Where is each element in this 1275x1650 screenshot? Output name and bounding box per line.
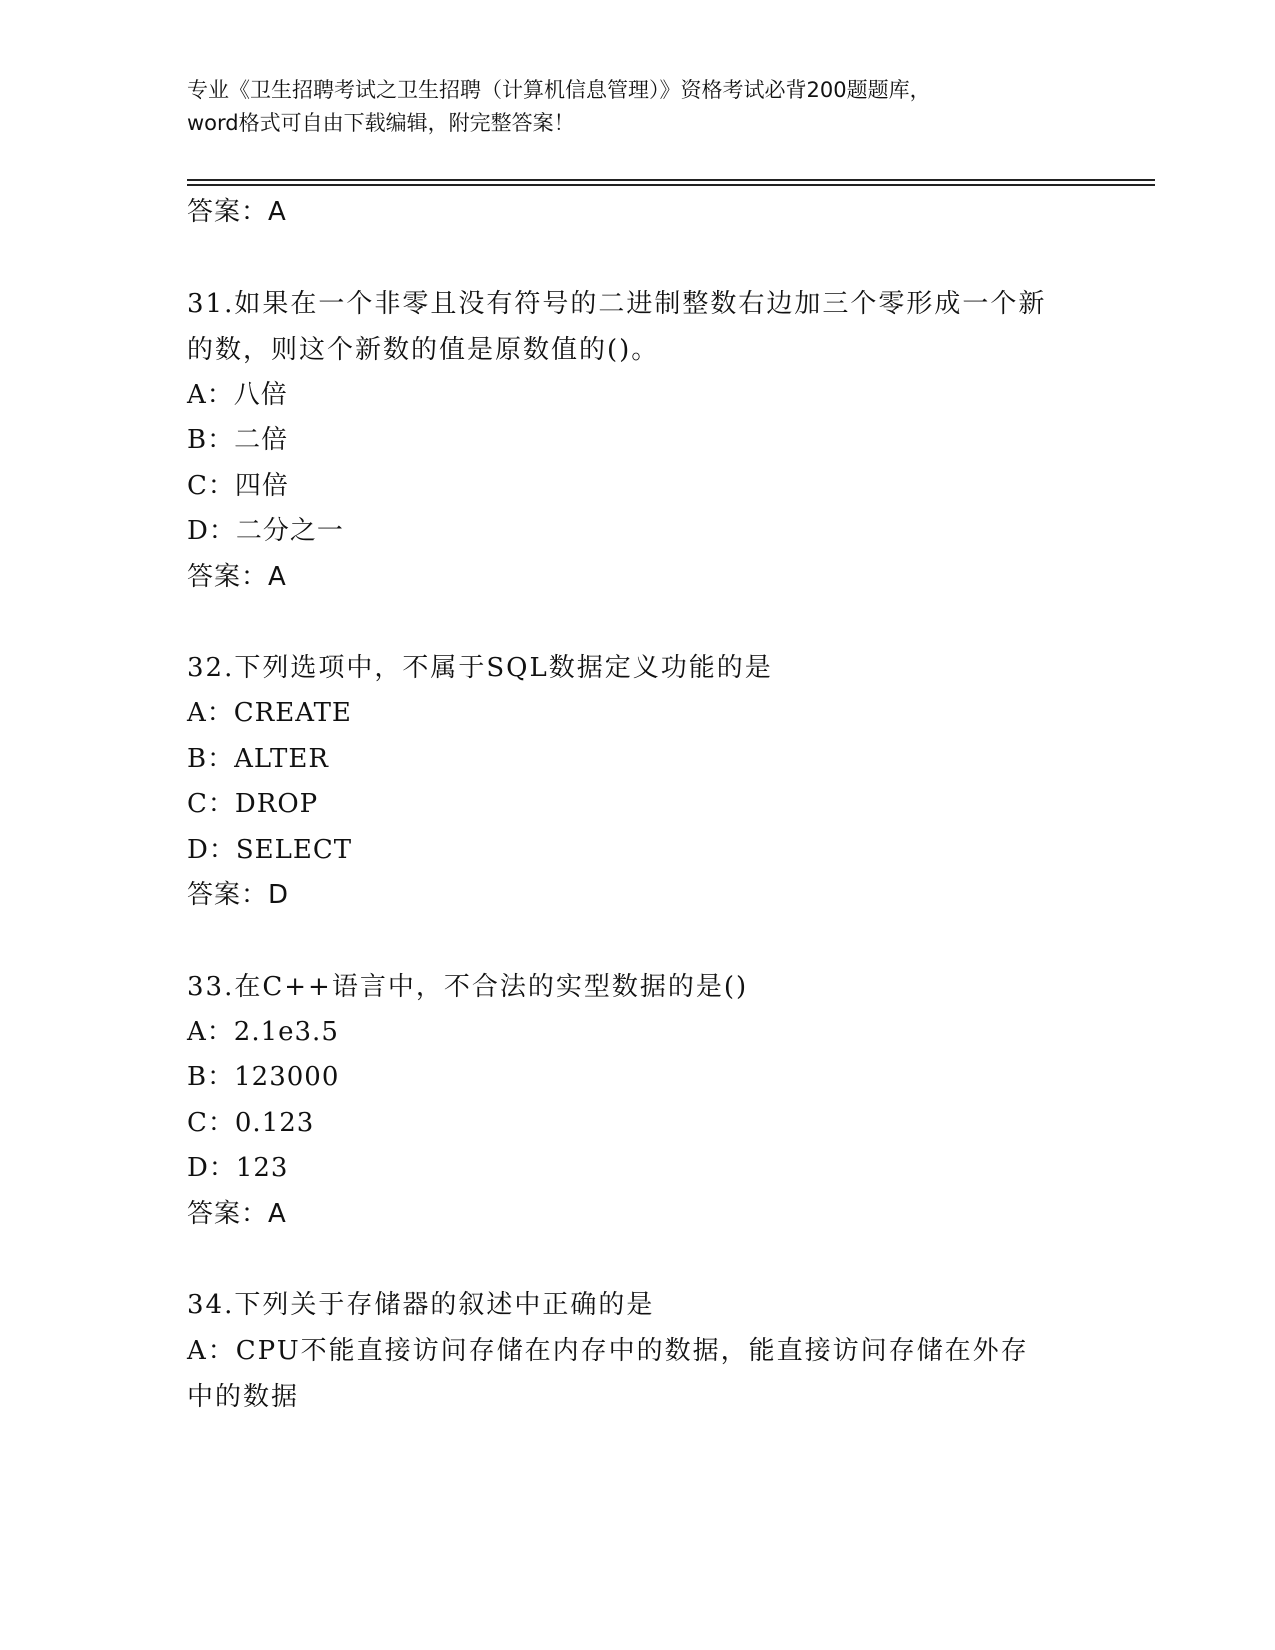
option-c: C：DROP <box>187 789 319 819</box>
question-33 <box>187 964 1087 1238</box>
header-divider-bottom <box>187 184 1155 186</box>
option-a: A：八倍 <box>187 379 288 410</box>
option-a: A：2.1e3.5 <box>187 1016 339 1047</box>
question-34 <box>187 1282 1087 1420</box>
option-c: C：四倍 <box>187 470 289 501</box>
header-line-2: word格式可自由下载编辑，附完整答案！ <box>187 111 575 135</box>
option-a: A：CPU不能直接访问存储在内存中的数据，能直接访问存储在外存中的数据 <box>187 1336 1029 1412</box>
previous-answer: 答案：A <box>187 197 287 227</box>
answer: 答案：D <box>187 880 290 910</box>
question-text: 32.下列选项中，不属于SQL数据定义功能的是 <box>187 653 773 683</box>
question-31 <box>187 281 1087 601</box>
option-a: A：CREATE <box>187 698 352 728</box>
option-d: D：123 <box>187 1153 289 1183</box>
header-line-1: 专业《卫生招聘考试之卫生招聘（计算机信息管理）》资格考试必背200题题库， <box>187 78 931 102</box>
option-b: B：二倍 <box>187 425 289 455</box>
question-list <box>187 190 1087 1420</box>
option-d: D：SELECT <box>187 834 353 865</box>
answer: 答案：A <box>187 1198 287 1229</box>
header-divider-top <box>187 179 1155 181</box>
question-text: 31.如果在一个非零且没有符号的二进制整数右边加三个零形成一个新的数，则这个新数的值是原数值的()。 <box>187 288 1047 365</box>
answer: 答案：A <box>187 561 287 592</box>
question-32 <box>187 645 1087 919</box>
document-header <box>187 74 1087 140</box>
option-b: B：ALTER <box>187 743 329 774</box>
option-c: C：0.123 <box>187 1107 315 1138</box>
option-d: D：二分之一 <box>187 516 344 546</box>
option-b: B：123000 <box>187 1062 340 1092</box>
question-text: 33.在C++语言中，不合法的实型数据的是() <box>187 971 749 1002</box>
question-text: 34.下列关于存储器的叙述中正确的是 <box>187 1290 655 1320</box>
